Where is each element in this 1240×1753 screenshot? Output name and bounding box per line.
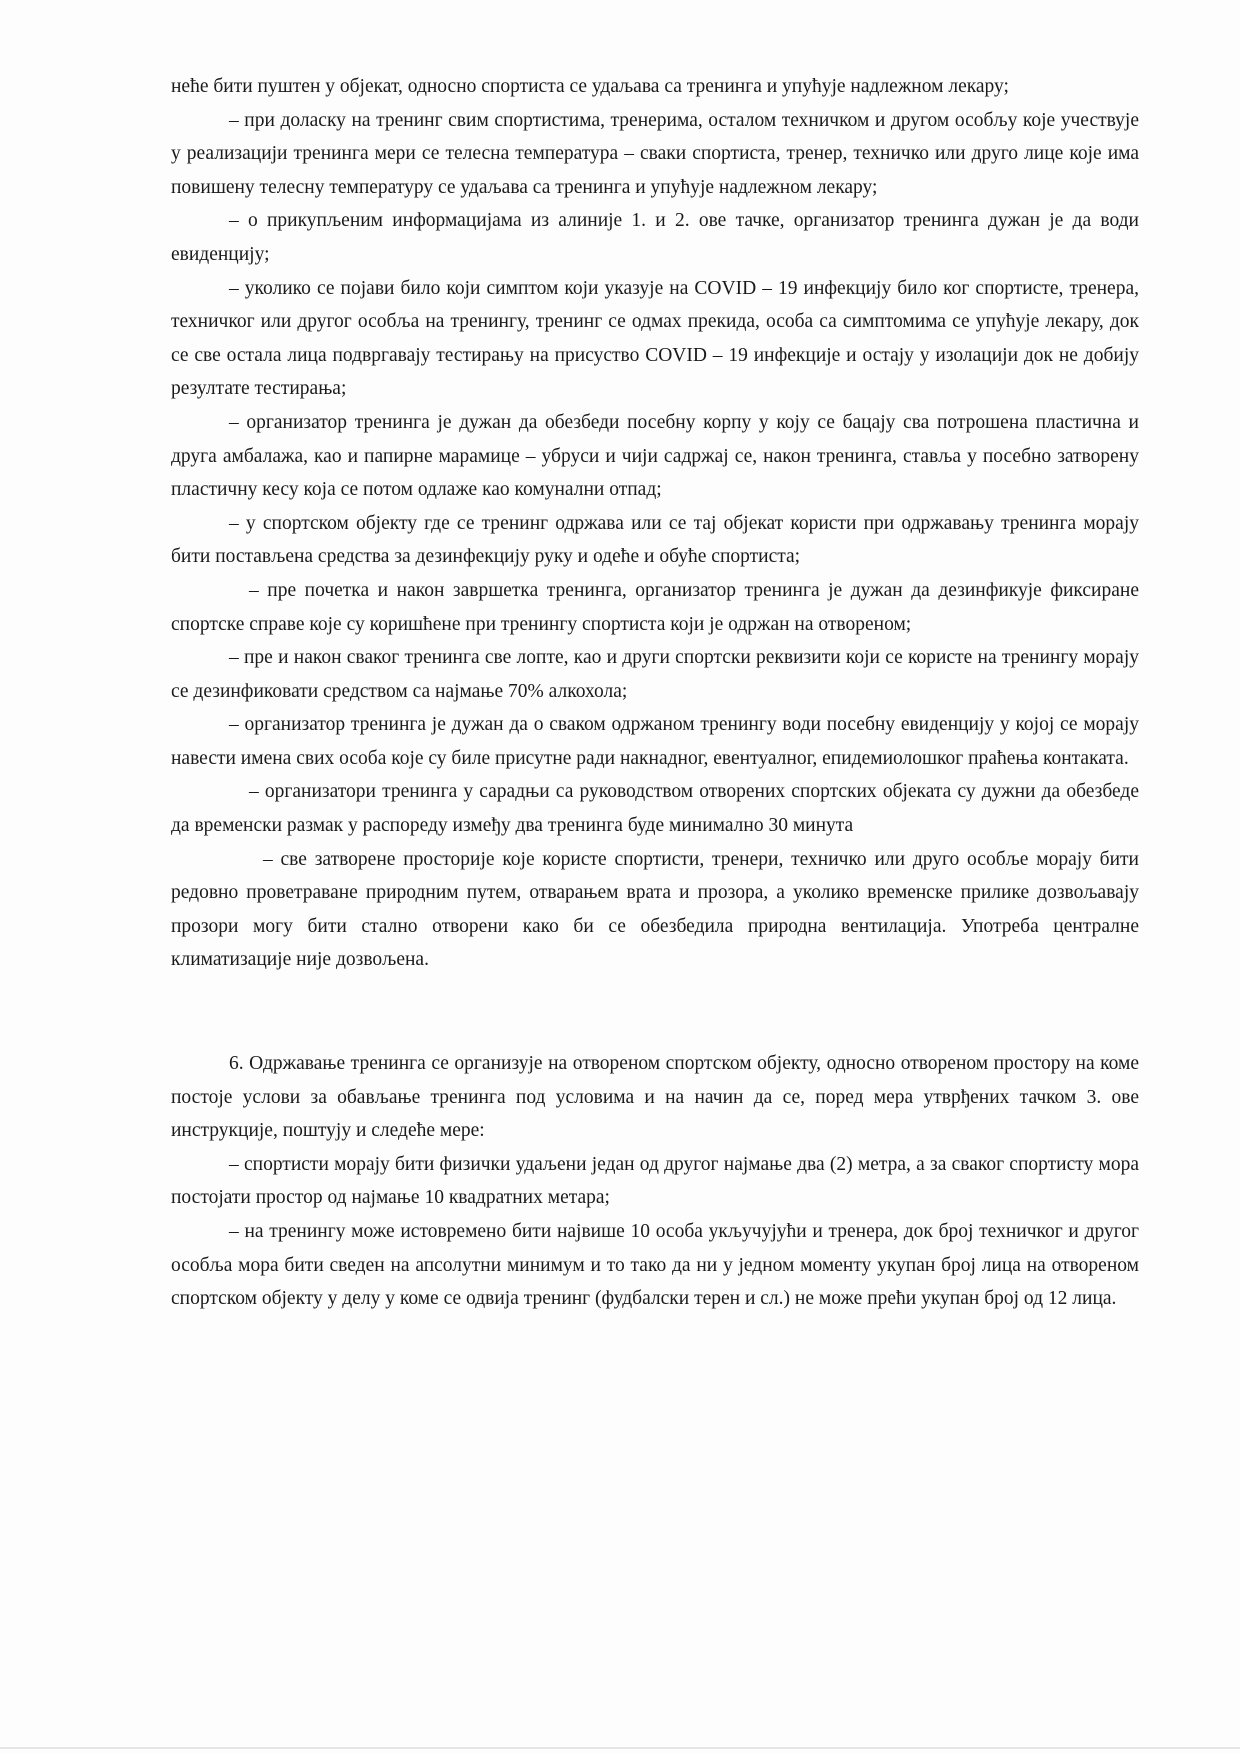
scan-bottom-edge [0, 1747, 1240, 1749]
paragraph-bullet-schedule-gap: – организатори тренинга у сарадњи са руководством отворених спортских објеката су дужни да обезбеде да временски размак у распореду између два тренинга буде минимално 30 минута [171, 781, 1139, 837]
paragraph-bullet-symptoms: – уколико се појави било који симптом који указује на COVID – 19 инфекцију било ког спортисте, тренера, техничког или другог особља на тренингу, тренинг се одмах прекида, особа са симптомима се упућује лекару, док се све остала лица подвргавају тестирању на присуство COVID – 19 инфекције и остају у изолацији док не добију резултате тестирања; [171, 277, 1139, 400]
paragraph-section-6: 6. Одржавање тренинга се организује на отвореном спортском објекту, односно отвореном простору на коме постоје услови за обављање тренинга под условима и на начин да се, поред мера утврђених тачком 3. ове инструкције, поштују и следеће мере: [171, 1053, 1139, 1142]
paragraph-bullet-records: – о прикупљеним информацијама из алиније 1. и 2. ове тачке, организатор тренинга дужан је да води евиденцију; [171, 210, 1139, 265]
paragraph-bullet-waste-basket: – организатор тренинга је дужан да обезбеди посебну корпу у коју се бацају сва потрошена пластична и друга амбалажа, као и папирне марамице – убруси и чији садржај се, након тренинга, ставља у посебно затворену пластичну кесу која се потом одлаже као комунални отпад; [171, 411, 1139, 501]
document-body [171, 70, 1139, 1316]
paragraph-continuation: неће бити пуштен у објекат, односно спортиста се удаљава са тренинга и упућује надлежном лекару; [171, 76, 1009, 97]
paragraph-bullet-equipment-disinfection: – пре почетка и након завршетка тренинга, организатор тренинга је дужан да дезинфикује фиксиране спортске справе које су коришћене при тренингу спортиста који је одржан на отвореном; [171, 579, 1139, 635]
paragraph-bullet-balls-disinfection: – пре и након сваког тренинга све лопте, као и други спортски реквизити који се користе на тренингу морају се дезинфиковати средством са најмање 70% алкохола; [171, 647, 1139, 702]
paragraph-bullet-ventilation: – све затворене просторије које користе спортисти, тренери, техничко или друго особље морају бити редовно проветраване природним путем, отварањем врата и прозора, а уколико временске прилике дозвољавају прозори могу бити стално отворени како би се обезбедила природна вентилација. Употреба централне климатизације није дозвољена. [171, 848, 1139, 971]
section-spacer [171, 977, 1139, 1047]
paragraph-bullet-disinfectants: – у спортском објекту где се тренинг одржава или се тај објекат користи при одржавању тренинга морају бити постављена средства за дезинфекцију руку и одеће и обуће спортиста; [171, 512, 1139, 568]
paragraph-bullet-temperature: – при доласку на тренинг свим спортистима, тренерима, осталом техничком и другом особљу које учествује у реализацији тренинга мери се телесна температура – сваки спортиста, тренер, техничко или друго лице које има повишену телесну температуру се удаљава са тренинга и упућује надлежном лекару; [171, 109, 1139, 198]
paragraph-bullet-attendance-log: – организатор тренинга је дужан да о сваком одржаном тренингу води посебну евиденцију у којој се морају навести имена свих особа које су биле присутне ради накнадног, евентуалног, епидемиолошког праћења контаката. [171, 714, 1139, 769]
paragraph-bullet-max-persons: – на тренингу може истовремено бити највише 10 особа укључујући и тренера, док број техничког и другог особља мора бити сведен на апсолутни минимум и то тако да ни у једном моменту укупан број лица на отвореном спортском објекту у делу у коме се одвија тренинг (фудбалски терен и сл.) не може прећи укупан број од 12 лица. [171, 1221, 1139, 1310]
paragraph-bullet-distance: – спортисти морају бити физички удаљени један од другог најмање два (2) метра, а за сваког спортисту мора постојати простор од најмање 10 квадратних метара; [171, 1153, 1139, 1209]
